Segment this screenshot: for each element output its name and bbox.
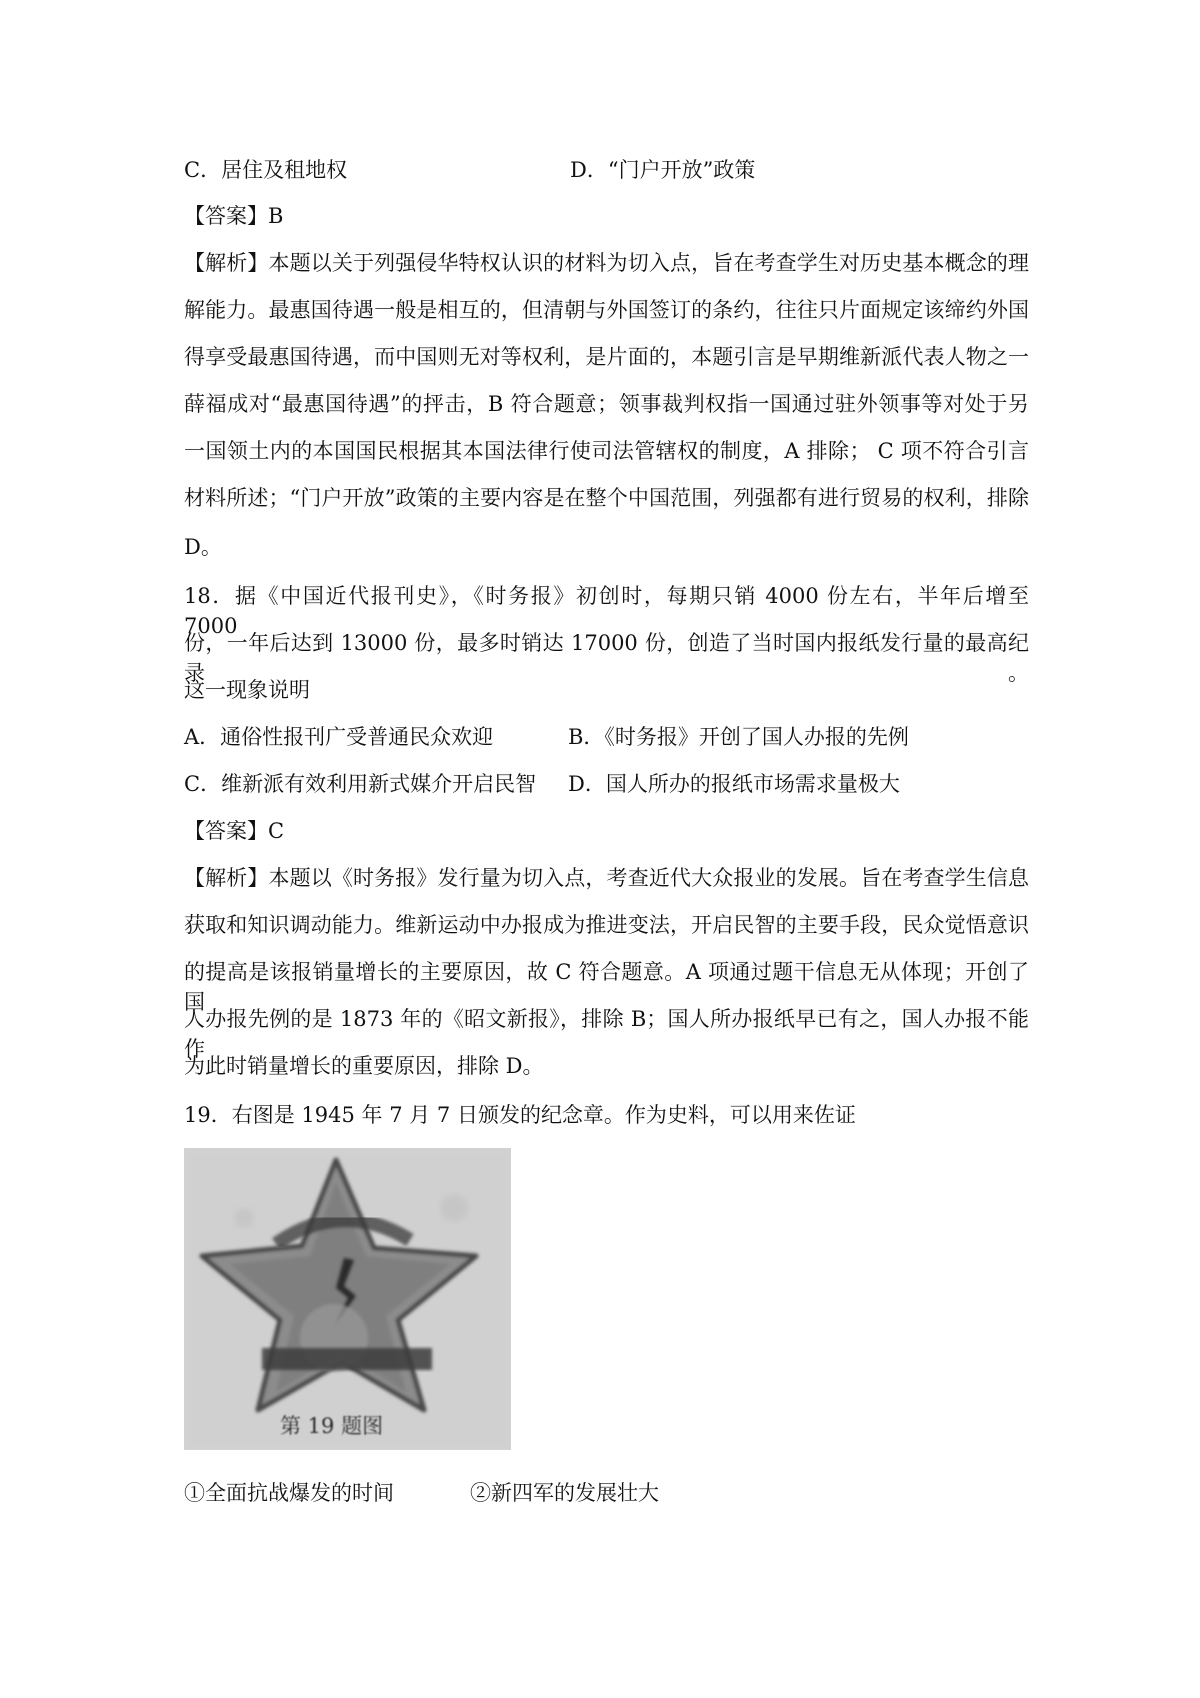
commemorative-medal-figure xyxy=(184,1148,511,1450)
q18-analysis-line: 【解析】本题以《时务报》发行量为切入点，考查近代大众报业的发展。旨在考查学生信息 xyxy=(184,866,1029,890)
q18-stem-line: 18．据《中国近代报刊史》，《时务报》初创时，每期只销 4000 份左右，半年后增至 7000 xyxy=(184,584,1029,638)
q19-stem: 19．右图是 1945 年 7 月 7 日颁发的纪念章。作为史料，可以用来佐证 xyxy=(184,1103,856,1127)
q17-analysis-line: 【解析】本题以关于列强侵华特权认识的材料为切入点，旨在考查学生对历史基本概念的理 xyxy=(184,251,1029,275)
q18-answer: 【答案】C xyxy=(184,819,285,843)
star-medal-image xyxy=(184,1148,511,1450)
q18-stem-line: 这一现象说明 xyxy=(184,678,310,702)
q18-option-c: C．维新派有效利用新式媒介开启民智 xyxy=(184,772,537,796)
q17-analysis-line: 得享受最惠国待遇，而中国则无对等权利，是片面的，本题引言是早期维新派代表人物之一 xyxy=(184,345,1029,369)
q18-option-a: A．通俗性报刊广受普通民众欢迎 xyxy=(184,725,494,749)
q19-item-1: ①全面抗战爆发的时间 xyxy=(184,1481,394,1505)
q17-analysis-line: D。 xyxy=(184,535,222,559)
q18-analysis-line: 获取和知识调动能力。维新运动中办报成为推进变法，开启民智的主要手段，民众觉悟意识 xyxy=(184,913,1029,937)
figure-caption: 第 19 题图 xyxy=(280,1414,384,1438)
q19-item-2: ②新四军的发展壮大 xyxy=(470,1481,659,1505)
q17-analysis-line: 薛福成对“最惠国待遇”的抨击，B 符合题意；领事裁判权指一国通过驻外领事等对处于另 xyxy=(184,392,1029,416)
q17-option-d: D．“门户开放”政策 xyxy=(570,158,756,182)
q17-analysis-line: 解能力。最惠国待遇一般是相互的，但清朝与外国签订的条约，往往只片面规定该缔约外国 xyxy=(184,298,1029,322)
q18-option-b: B．《时务报》开创了国人办报的先例 xyxy=(568,725,909,749)
q17-analysis-line: 材料所述；“门户开放”政策的主要内容是在整个中国范围，列强都有进行贸易的权利，排除 xyxy=(184,486,1029,510)
q18-stem-line: 份，一年后达到 13000 份，最多时销达 17000 份，创造了当时国内报纸发行量的最高纪录。 xyxy=(184,631,1029,685)
q17-analysis-line: 一国领土内的本国国民根据其本国法律行使司法管辖权的制度，A 排除； C 项不符合引言 xyxy=(184,439,1029,463)
q18-option-d: D．国人所办的报纸市场需求量极大 xyxy=(568,772,900,796)
q17-option-c: C．居住及租地权 xyxy=(184,158,348,182)
q18-analysis-line: 的提高是该报销量增长的主要原因，故 C 符合题意。A 项通过题干信息无从体现；开创了国 xyxy=(184,960,1029,1014)
q17-answer: 【答案】B xyxy=(184,204,284,228)
q18-analysis-line: 人办报先例的是 1873 年的《昭文新报》，排除 B；国人所办报纸早已有之，国人办报不能作 xyxy=(184,1007,1029,1061)
q18-analysis-line: 为此时销量增长的重要原因，排除 D。 xyxy=(184,1054,544,1078)
